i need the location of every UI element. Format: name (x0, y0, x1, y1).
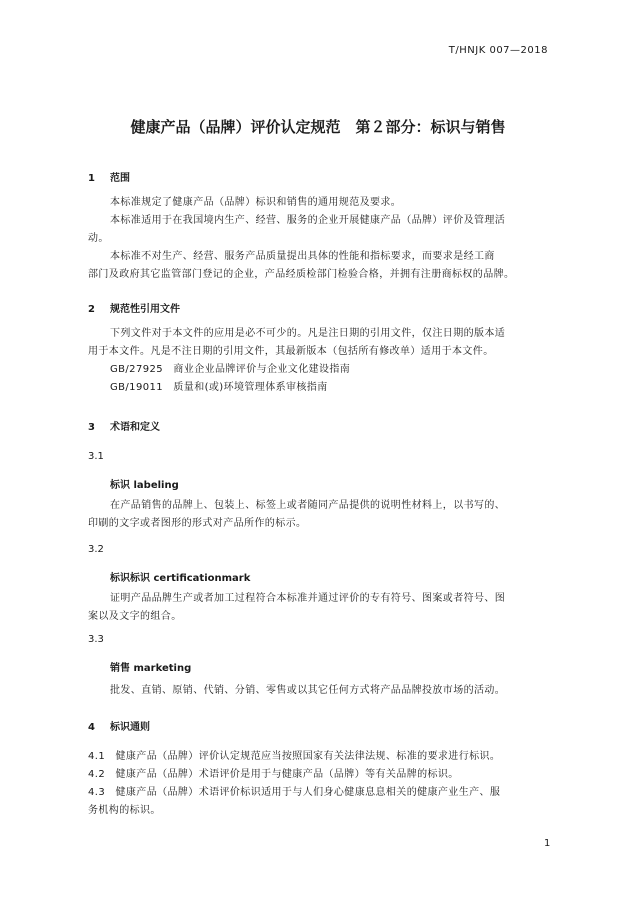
term-3-3-name: 销售 marketing (110, 663, 192, 674)
term-3-2-definition-line-2: 案以及文字的组合。 (88, 611, 182, 622)
section-4-heading (88, 718, 150, 733)
section-2-title: 规范性引用文件 (110, 304, 180, 315)
section-1-paragraph-1: 本标准规定了健康产品（品牌）标识和销售的通用规范及要求。 (110, 197, 402, 208)
section-1-title: 范围 (110, 173, 130, 184)
term-3-1-name: 标识 labeling (110, 480, 179, 491)
standard-code: T/HNJK 007—2018 (448, 45, 548, 56)
term-3-2-number: 3.2 (88, 544, 104, 555)
section-3-number: 3 (88, 422, 95, 433)
clause-4-3-line-2: 务机构的标识。 (88, 805, 161, 816)
section-1-paragraph-2-line-2: 动。 (88, 233, 109, 244)
section-2-paragraph-line-1: 下列文件对于本文件的应用是必不可少的。凡是注日期的引用文件，仅注日期的版本适 (110, 328, 506, 339)
section-3-heading (88, 418, 160, 433)
section-2-paragraph-line-2: 用于本文件。凡是不注日期的引用文件，其最新版本（包括所有修改单）适用于本文件。 (88, 346, 494, 357)
clause-4-3-line-1: 4.3 健康产品（品牌）术语评价标识适用于与人们身心健康息息相关的健康产业生产、服 (88, 787, 501, 798)
term-3-2-name: 标识标识 certificationmark (110, 573, 251, 584)
section-1-paragraph-3-line-1: 本标准不对生产、经营、服务产品质量提出具体的性能和指标要求，而要求是经工商 (110, 251, 495, 262)
term-3-1-definition-line-2: 印刷的文字或者图形的形式对产品所作的标示。 (88, 518, 307, 529)
section-1-paragraph-2-line-1: 本标准适用于在我国境内生产、经营、服务的企业开展健康产品（品牌）评价及管理活 (110, 215, 506, 226)
section-4-number: 4 (88, 722, 95, 733)
document-title: 健康产品（品牌）评价认定规范 第２部分：标识与销售 (130, 118, 506, 136)
term-3-3-definition: 批发、直销、原销、代销、分销、零售或以其它任何方式将产品品牌投放市场的活动。 (110, 685, 506, 696)
reference-gb-27925: GB/27925 商业企业品牌评价与企业文化建设指南 (110, 364, 351, 375)
term-3-2-definition-line-1: 证明产品品牌生产或者加工过程符合本标准并通过评价的专有符号、图案或者符号、图 (110, 593, 506, 604)
term-3-1-number: 3.1 (88, 451, 104, 462)
page-number: 1 (544, 838, 551, 849)
reference-gb-19011: GB/19011 质量和(或)环境管理体系审核指南 (110, 382, 328, 393)
section-2-heading (88, 300, 180, 315)
clause-4-1: 4.1 健康产品（品牌）评价认定规范应当按照国家有关法律法规、标准的要求进行标识。 (88, 751, 501, 762)
term-3-1-definition-line-1: 在产品销售的品牌上、包装上、标签上或者随同产品提供的说明性材料上，以书写的、 (110, 500, 506, 511)
section-4-title: 标识通则 (110, 722, 150, 733)
section-2-number: 2 (88, 304, 95, 315)
section-1-paragraph-3-line-2: 部门及政府其它监管部门登记的企业，产品经质检部门检验合格，并拥有注册商标权的品牌。 (88, 269, 515, 280)
section-1-heading (88, 169, 130, 184)
section-1-number: 1 (88, 173, 95, 184)
term-3-3-number: 3.3 (88, 634, 104, 645)
clause-4-2: 4.2 健康产品（品牌）术语评价是用于与健康产品（品牌）等有关品牌的标识。 (88, 769, 459, 780)
section-3-title: 术语和定义 (110, 422, 160, 433)
